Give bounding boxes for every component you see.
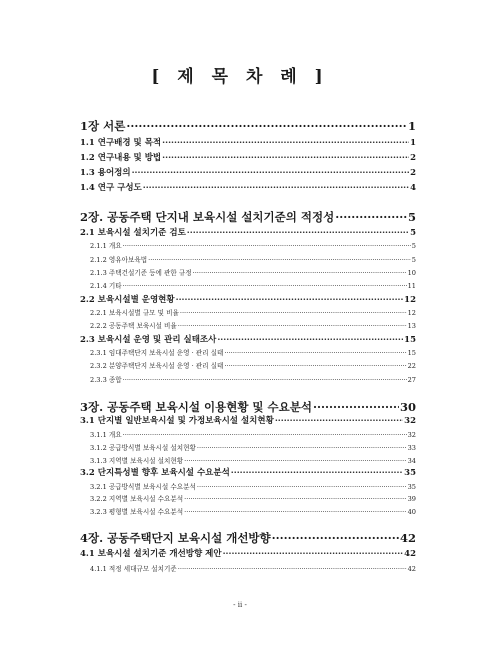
toc-section-row (80, 414, 416, 426)
toc-entry-label: 2.3.2 분양주택단지 보육시설 운영 · 관리 실태 (90, 362, 224, 370)
toc-page-number: 15 (404, 335, 416, 345)
toc-page-number: 33 (407, 444, 416, 452)
toc-page-number: 35 (407, 483, 416, 491)
toc-section-row (80, 181, 416, 193)
dot-leader (193, 269, 407, 277)
toc-subsection-row (80, 254, 416, 264)
toc-entry-label: 3.2 단지특성별 향후 보육시설 수요분석 (80, 468, 230, 478)
toc-page-number: 35 (404, 468, 416, 478)
toc-page-number: 12 (407, 309, 416, 317)
dot-leader (313, 400, 399, 414)
toc-page-number: 2 (410, 153, 416, 163)
toc-entry-label: 2.2 보육시설별 운영현황 (80, 295, 175, 305)
toc-section-row (80, 466, 416, 478)
toc-entry-label: 1.1 연구배경 및 목적 (80, 138, 162, 148)
dot-leader (132, 168, 409, 178)
toc-page-number: 22 (407, 362, 416, 370)
toc-chapter-row (80, 118, 416, 134)
toc-page-number: 40 (407, 508, 416, 516)
toc-section-row (80, 333, 416, 345)
dot-leader (231, 468, 403, 478)
toc-entry-label: 2.2.2 공동주택 보육시설 비율 (90, 322, 177, 330)
toc-entry-label: 3.1.2 공급방식별 보육시설 설치현황 (90, 444, 196, 452)
dot-leader (123, 282, 407, 290)
dot-leader (224, 362, 406, 370)
toc-subsection-row (80, 493, 416, 503)
dot-leader (275, 416, 403, 426)
toc-page-number: 5 (410, 228, 416, 238)
toc-entry-label: 2.3.3 종합 (90, 376, 122, 384)
toc-entry-label: 3.1.3 지역별 보육시설 설치현황 (90, 457, 184, 465)
toc-section-row (80, 293, 416, 305)
toc-page-number: 11 (407, 282, 416, 290)
dot-leader (162, 153, 409, 163)
toc-entry-label: 3.2.2 지역별 보육시설 수요분석 (90, 495, 184, 503)
toc-page-number: 30 (399, 400, 416, 414)
toc-page-number: 2 (410, 168, 416, 178)
toc-chapter-row (80, 209, 416, 225)
toc-page-number: 5 (407, 210, 416, 224)
toc-subsection-row (80, 563, 416, 573)
toc-subsection-row (80, 506, 416, 516)
toc-entry-label: 2.1.1 개요 (90, 242, 122, 250)
toc-page-number: 34 (407, 457, 416, 465)
toc-subsection-row (80, 320, 416, 330)
toc-subsection-row (80, 374, 416, 384)
toc-page-number: 27 (407, 376, 416, 384)
toc-entry-label: 3장. 공동주택 보육시설 이용현황 및 수요분석 (80, 400, 312, 414)
dot-leader (184, 495, 406, 503)
dot-leader (197, 483, 407, 491)
toc-entry-label: 2.1.3 주택건설기준 등에 관한 규정 (90, 269, 192, 277)
dot-leader (148, 256, 411, 264)
toc-page-number: 5 (411, 256, 416, 264)
dot-leader (184, 457, 406, 465)
toc-section-row (80, 151, 416, 163)
toc-section-row (80, 166, 416, 178)
dot-leader (223, 549, 404, 559)
toc-page-number: 42 (404, 549, 416, 559)
toc-page-number: 42 (407, 565, 416, 573)
dot-leader (123, 431, 407, 439)
toc-page-number: 39 (407, 495, 416, 503)
toc-entry-label: 2.1.2 영유아보육법 (90, 256, 148, 264)
toc-entry-label: 3.1.1 개요 (90, 431, 122, 439)
dot-leader (123, 376, 407, 384)
toc-subsection-row (80, 481, 416, 491)
toc-subsection-row (80, 267, 416, 277)
toc-subsection-row (80, 360, 416, 370)
dot-leader (180, 309, 407, 317)
dot-leader (126, 119, 407, 133)
dot-leader (217, 335, 403, 345)
toc-entry-label: 2.1.4 기타 (90, 282, 122, 290)
dot-leader (335, 210, 407, 224)
toc-entry-label: 1.3 용어정의 (80, 168, 131, 178)
toc-subsection-row (80, 307, 416, 317)
toc-page-number: 4 (410, 183, 416, 193)
toc-page-number: 12 (404, 295, 416, 305)
dot-leader (178, 565, 407, 573)
toc-page-number: 15 (407, 349, 416, 357)
toc-page-number: 42 (399, 531, 416, 545)
dot-leader (224, 349, 406, 357)
toc-subsection-row (80, 455, 416, 465)
toc-entry-label: 1장 서론 (80, 119, 126, 133)
toc-entry-label: 4.1.1 적정 세대규모 설치기준 (90, 565, 177, 573)
toc-subsection-row (80, 429, 416, 439)
toc-entry-label: 3.2.3 평형별 보육시설 수요분석 (90, 508, 184, 516)
toc-chapter-row (80, 530, 416, 546)
toc-page-number: 32 (404, 416, 416, 426)
dot-leader (272, 531, 399, 545)
dot-leader (176, 295, 404, 305)
toc-page-number: 13 (407, 322, 416, 330)
dot-leader (143, 183, 409, 193)
dot-leader (178, 322, 407, 330)
toc-subsection-row (80, 280, 416, 290)
dot-leader (187, 228, 409, 238)
toc-page-number: 32 (407, 431, 416, 439)
dot-leader (197, 444, 407, 452)
toc-entry-label: 4장. 공동주택단지 보육시설 개선방향 (80, 531, 271, 545)
toc-page-number: 1 (407, 119, 416, 133)
dot-leader (162, 138, 409, 148)
toc-subsection-row (80, 240, 416, 250)
toc-entry-label: 3.2.1 공급방식별 보육시설 수요분석 (90, 483, 196, 491)
toc-entry-label: 3.1 단지별 일반보육시설 및 가정보육시설 설치현황 (80, 416, 274, 426)
toc-entry-label: 2.1 보육시설 설치기준 검토 (80, 228, 186, 238)
page-title: [ 제 목 차 례 ] (151, 67, 329, 87)
toc-entry-label: 2.3 보육시설 운영 및 관리 실태조사 (80, 335, 217, 345)
toc-subsection-row (80, 347, 416, 357)
toc-entry-label: 1.4 연구 구성도 (80, 183, 142, 193)
toc-entry-label: 2.3.1 임대주택단지 보육시설 운영 · 관리 실태 (90, 349, 224, 357)
toc-section-row (80, 547, 416, 559)
toc-entry-label: 2.2.1 보육시설별 규모 및 비율 (90, 309, 179, 317)
toc-entry-label: 1.2 연구내용 및 방법 (80, 153, 162, 163)
dot-leader (123, 242, 411, 250)
toc-page-number: 10 (407, 269, 416, 277)
toc-section-row (80, 226, 416, 238)
toc-page-number: 5 (411, 242, 416, 250)
toc-entry-label: 2장. 공동주택 단지내 보육시설 설치기준의 적정성 (80, 210, 335, 224)
toc-section-row (80, 136, 416, 148)
toc-entry-label: 4.1 보육시설 설치기준 개선방향 제안 (80, 549, 222, 559)
toc-chapter-row (80, 399, 416, 415)
page-number-footer: - ii - (233, 601, 247, 609)
dot-leader (184, 508, 406, 516)
toc-subsection-row (80, 442, 416, 452)
toc-page-number: 1 (410, 138, 416, 148)
